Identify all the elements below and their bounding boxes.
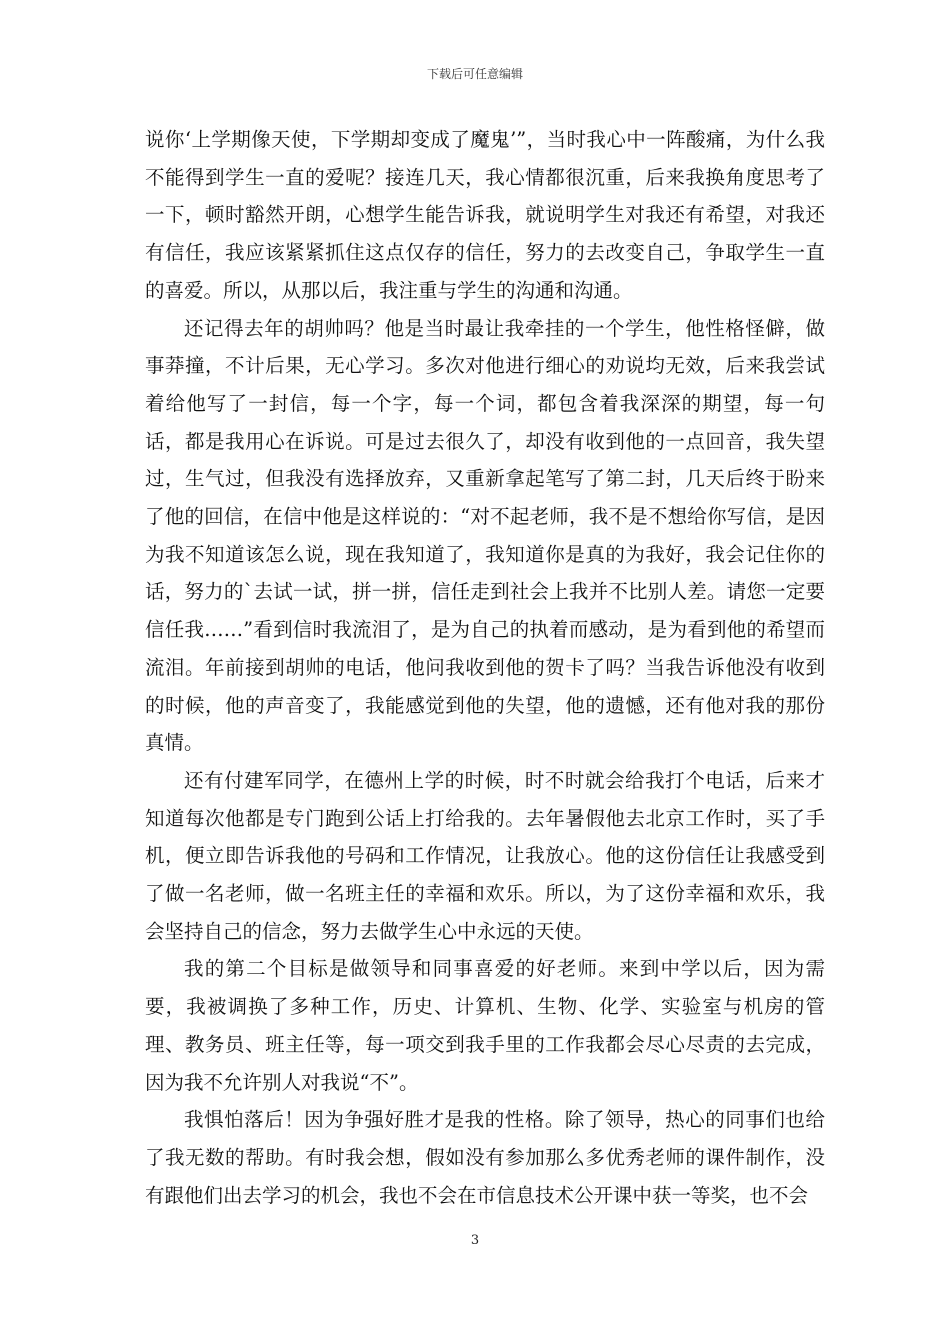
document-body	[145, 121, 825, 1214]
page-number: 3	[470, 1233, 480, 1248]
paragraph-5: 我惧怕落后！因为争强好胜才是我的性格。除了领导，热心的同事们也给了我无数的帮助。有时我会想，假如没有参加那么多优秀老师的课件制作，没有跟他们出去学习的机会，我也不会在市信息技术公开课中获一等奖，也不会	[145, 1108, 825, 1207]
paragraph-1: 说你‘上学期像天使，下学期却变成了魔鬼’”，当时我心中一阵酸痛，为什么我不能得到学生一直的爱呢？接连几天，我心情都很沉重，后来我换角度思考了一下，顿时豁然开朗，心想学生能告诉我，就说明学生对我还有希望，对我还有信任，我应该紧紧抓住这点仅存的信任，努力的去改变自己，争取学生一直的喜爱。所以，从那以后，我注重与学生的沟通和沟通。	[145, 128, 825, 302]
paragraph-2: 还记得去年的胡帅吗？他是当时最让我牵挂的一个学生，他性格怪僻，做事莽撞，不计后果，无心学习。多次对他进行细心的劝说均无效，后来我尝试着给他写了一封信，每一个字，每一个词，都包含着我深深的期望，每一句话，都是我用心在诉说。可是过去很久了，却没有收到他的一点回音，我失望过，生气过，但我没有选择放弃，又重新拿起笔写了第二封，几天后终于盼来了他的回信，在信中他是这样说的：“对不起老师，我不是不想给你写信，是因为我不知道该怎么说，现在我知道了，我知道你是真的为我好，我会记住你的话，努力的`去试一试，拼一拼，信任走到社会上我并不比别人差。请您一定要信任我……”看到信时我流泪了，是为自己的执着而感动，是为看到他的希望而流泪。年前接到胡帅的电话，他问我收到他的贺卡了吗？当我告诉他没有收到的时候，他的声音变了，我能感觉到他的失望，他的遗憾，还有他对我的那份真情。	[145, 316, 825, 755]
paragraph-3: 还有付建军同学，在德州上学的时候，时不时就会给我打个电话，后来才知道每次他都是专门跑到公话上打给我的。去年暑假他去北京工作时，买了手机，便立即告诉我他的号码和工作情况，让我放心。他的这份信任让我感受到了做一名老师，做一名班主任的幸福和欢乐。所以，为了这份幸福和欢乐，我会坚持自己的信念，努力去做学生心中永远的天使。	[145, 768, 825, 943]
page-header: 下载后可任意编辑	[426, 67, 523, 81]
paragraph-4: 我的第二个目标是做领导和同事喜爱的好老师。来到中学以后，因为需要，我被调换了多种工作，历史、计算机、生物、化学、实验室与机房的管理、教务员、班主任等，每一项交到我手里的工作我都会尽心尽责的去完成，因为我不允许别人对我说“不”。	[145, 957, 825, 1094]
